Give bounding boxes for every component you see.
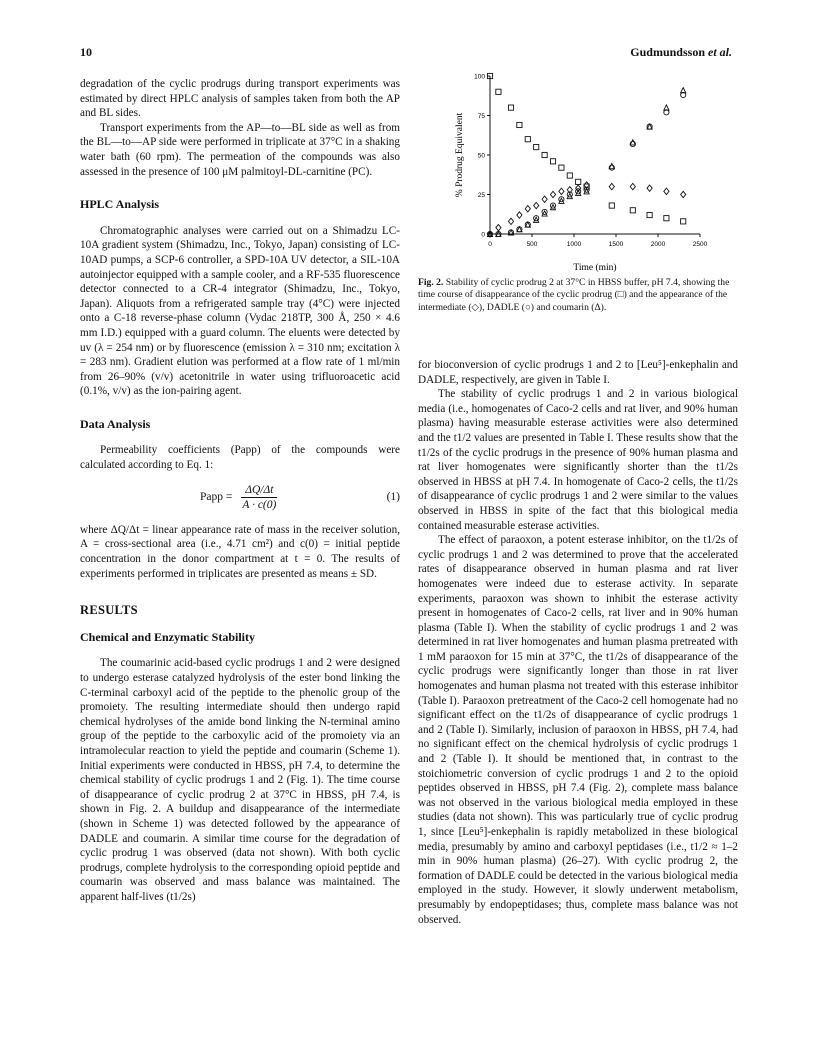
data-point-prodrug — [508, 105, 513, 110]
data-point-prodrug — [567, 173, 572, 178]
equation-denominator: A · c(0) — [242, 499, 277, 512]
x-tick-label: 1500 — [608, 241, 624, 248]
y-tick-label: 0 — [481, 231, 485, 239]
data-point-prodrug — [681, 219, 686, 224]
x-tick-label: 1000 — [566, 241, 582, 248]
equation-fraction — [238, 483, 280, 513]
running-head — [630, 45, 732, 60]
page-number: 10 — [80, 45, 92, 59]
equation-number: (1) — [386, 491, 400, 504]
running-head-author: Gudmundsson — [630, 45, 705, 59]
data-point-intermediate — [647, 185, 652, 191]
x-axis-label: Time (min) — [573, 263, 617, 273]
left-column — [80, 77, 400, 905]
data-point-intermediate — [525, 206, 530, 212]
data-point-prodrug — [517, 122, 522, 127]
paragraph: degradation of the cyclic prodrugs during transport experiments was estimated by direct HPLC analysis of samples taken from both the AP and BL sides. — [80, 78, 400, 120]
data-point-intermediate — [550, 191, 555, 197]
paragraph: The effect of paraoxon, a potent esterase inhibitor, on the t1/2s of cyclic prodrugs 1 and 2 was determined to prove that the accelerated rates of disappearance observed in human plasma and rat liver homogenates were indeed due to esterase activity. In separate experiments, paraoxon was shown to inhibit the esterase activity present in homogenates of Caco-2 cells, rat liver and in 90% human plasma (Table I). When the stability of cyclic prodrugs 1 and 2 was determined in rat liver homogenates and human plasma pretreated with 1 mM paraoxon for 15 min at 37°C, the t1/2s of disappearance of the cyclic prodrugs were significantly longer than those in rat liver homogenates and human plasma not treated with this esterase inhibitor (Table I). Paraoxon pretreatment of the Caco-2 cell homogenate had no significant effect on the t1/2s of disappearance of cyclic prodrugs 1 and 2 (Table I). Similarly, inclusion of paraoxon in HBSS, pH 7.4, had no significant effect on the chemical hydrolysis of cyclic prodrugs 1 and 2 (Table I). It should be mentioned that, in contrast to the stoichiometric conversion of cyclic prodrugs 1 and 2 to the opioid peptides observed in HBSS, pH 7.4 (Fig. 2), complete mass balance was not observed in the various biological media employed in these studies (data not shown). This was particularly true of cyclic prodrug 1, since [Leu⁵]-enkephalin is rapidly metabolized in these biological media, presumably by amino and carboxyl peptidases (i.e., t1/2 ≈ 1–2 min in 90% human plasma) (26–27). With cyclic prodrug 2, the formation of DADLE could be detected in the various biological media employed in the study. However, it slowly underwent metabolism, presumably by endopeptidases; thus, complete mass balance was not observed. — [418, 534, 738, 926]
data-point-intermediate — [664, 188, 669, 194]
equation-numerator: ΔQ/Δt — [241, 483, 277, 499]
x-tick-label: 2500 — [692, 241, 708, 248]
x-tick-label: 2000 — [650, 241, 666, 248]
paragraph: Permeability coefficients (Papp) of the compounds were calculated according to Eq. 1: — [80, 444, 400, 472]
data-point-intermediate — [496, 224, 501, 230]
caption-text: Stability of cyclic prodrug 2 at 37°C in HBSS buffer, pH 7.4, showing the time course of disappearance of the cyclic prodrug (□) and the appearance of the intermediate (◇), DADLE (○) and coumarin (Δ). — [418, 277, 730, 313]
y-tick-label: 25 — [477, 192, 485, 199]
equation-lhs: Papp = — [200, 491, 233, 504]
x-tick-label: 500 — [526, 241, 538, 248]
y-tick-label: 50 — [477, 152, 485, 160]
data-point-prodrug — [496, 89, 501, 94]
section-heading-results: RESULTS — [80, 603, 138, 618]
section-heading-data-analysis: Data Analysis — [80, 416, 151, 431]
chart-svg — [418, 60, 738, 275]
data-point-prodrug — [534, 145, 539, 150]
section-heading-hplc: HPLC Analysis — [80, 197, 160, 212]
data-point-intermediate — [508, 218, 513, 224]
data-point-prodrug — [550, 159, 555, 164]
data-point-intermediate — [517, 212, 522, 218]
section-heading-stability: Chemical and Enzymatic Stability — [80, 629, 256, 644]
paragraph: The coumarinic acid-based cyclic prodrugs 1 and 2 were designed to undergo esterase catalyzed hydrolysis of the ester bond linking the C-terminal carboxyl acid of the peptide to the phenolic group of the promoiety. The resulting intermediate should then undergo rapid chemical hydrolyses of the amide bond linking the N-terminal amino group of the peptide to the carboxylic acid of the promoiety via an intramolecular reaction to yield the peptide and coumarin (Scheme 1). Initial experiments were conducted in HBSS, pH 7.4, to determine the chemical stability of cyclic prodrugs 1 and 2 (Fig. 1). The time course of disappearance of cyclic prodrug 2 at 37°C in HBSS, pH 7.4, is shown in Fig. 2. A buildup and disappearance of the intermediate (shown in Scheme 1) was detected followed by the appearance of DADLE and coumarin. A similar time course for the degradation of cyclic prodrug 1 was observed (data not shown). With both cyclic prodrugs, complete hydrolysis to the corresponding opioid peptide and coumarin was observed and mass balance was maintained. The apparent half-lives (t1/2s) — [80, 657, 400, 903]
paragraph: Transport experiments from the AP—to—BL side as well as from the BL—to—AP side were performed in triplicate at 37°C in a shaking water bath (60 rpm). The permeation of the compounds was also assessed in the presence of 100 μM palmitoyl-DL-carnitine (PC). — [80, 121, 400, 178]
data-point-prodrug — [630, 208, 635, 213]
equation-1 — [80, 483, 400, 513]
data-point-intermediate — [559, 188, 564, 194]
data-point-prodrug — [664, 216, 669, 221]
right-column — [418, 358, 738, 927]
running-head-etal: et al. — [708, 45, 732, 59]
data-point-prodrug — [559, 165, 564, 170]
y-tick-label: 100 — [474, 73, 485, 81]
paragraph: where ΔQ/Δt = linear appearance rate of mass in the receiver solution, A = cross-sectional area (i.e., 4.71 cm²) and c(0) = initial peptide concentration in the donor compartment at t = 0. The results of experiments performed in triplicates are presented as means ± SD. — [80, 523, 400, 580]
paragraph: for bioconversion of cyclic prodrugs 1 and 2 to [Leu⁵]-enkephalin and DADLE, respectively, are given in Table I. — [418, 359, 738, 386]
data-point-prodrug — [525, 137, 530, 142]
y-axis-label: % Prodrug Equivalent — [455, 112, 465, 198]
data-point-prodrug — [609, 203, 614, 208]
data-point-intermediate — [542, 196, 547, 202]
data-point-intermediate — [681, 191, 686, 197]
x-tick-label: 0 — [488, 241, 492, 248]
paragraph: Chromatographic analyses were carried out on a Shimadzu LC-10A gradient system (Shimadzu, Inc., Tokyo, Japan) consisting of LC-10AD pumps, a SCP-6 controller, a SPD-10A UV detector, a SIL-10A autoinjector equipped with a sample cooler, and a RF-535 fluorescence detector connected to a CR-4 integrator (Shimadzu, Inc., Tokyo, Japan). Aliquots from a refrigerated sample tray (4°C) were injected onto a C-18 reverse-phase column (Vydac 218TP, 300 Å, 250 × 4.6 mm I.D.) equipped with a guard column. The eluents were detected by uv (λ = 254 nm) or by fluorescence (emission λ = 310 nm; excitation λ = 283 nm). Gradient elution was performed at a flow rate of 1 ml/min from 26–90% (v/v) acetonitrile in water using trifluoroacetic acid (0.1%, v/v) as the ion-pairing agent. — [80, 224, 400, 398]
data-point-prodrug — [576, 179, 581, 184]
caption-label: Fig. 2. — [418, 277, 444, 288]
data-point-prodrug — [647, 212, 652, 217]
paragraph: The stability of cyclic prodrugs 1 and 2 in various biological media (i.e., homogenates of Caco-2 cells and rat liver, and 90% human plasma) having measurable esterase activities were also determined and the t1/2 values are presented in Table I. These results show that the t1/2s of the cyclic prodrugs in the presence of 90% human plasma and rat liver homogenates were significantly shorter than the t1/2s observed in HBSS at pH 7.4. In homogenate of Caco-2 cells, the t1/2s of disappearance of cyclic prodrugs 1 and 2 were similar to the values observed in HBSS in spite of the fact that this biological media contained measurable esterase activities. — [418, 388, 738, 532]
figure-caption — [418, 277, 738, 314]
y-tick-label: 75 — [477, 113, 485, 120]
data-point-prodrug — [542, 152, 547, 157]
data-point-intermediate — [534, 202, 539, 208]
data-point-intermediate — [609, 183, 614, 189]
data-point-intermediate — [630, 183, 635, 189]
